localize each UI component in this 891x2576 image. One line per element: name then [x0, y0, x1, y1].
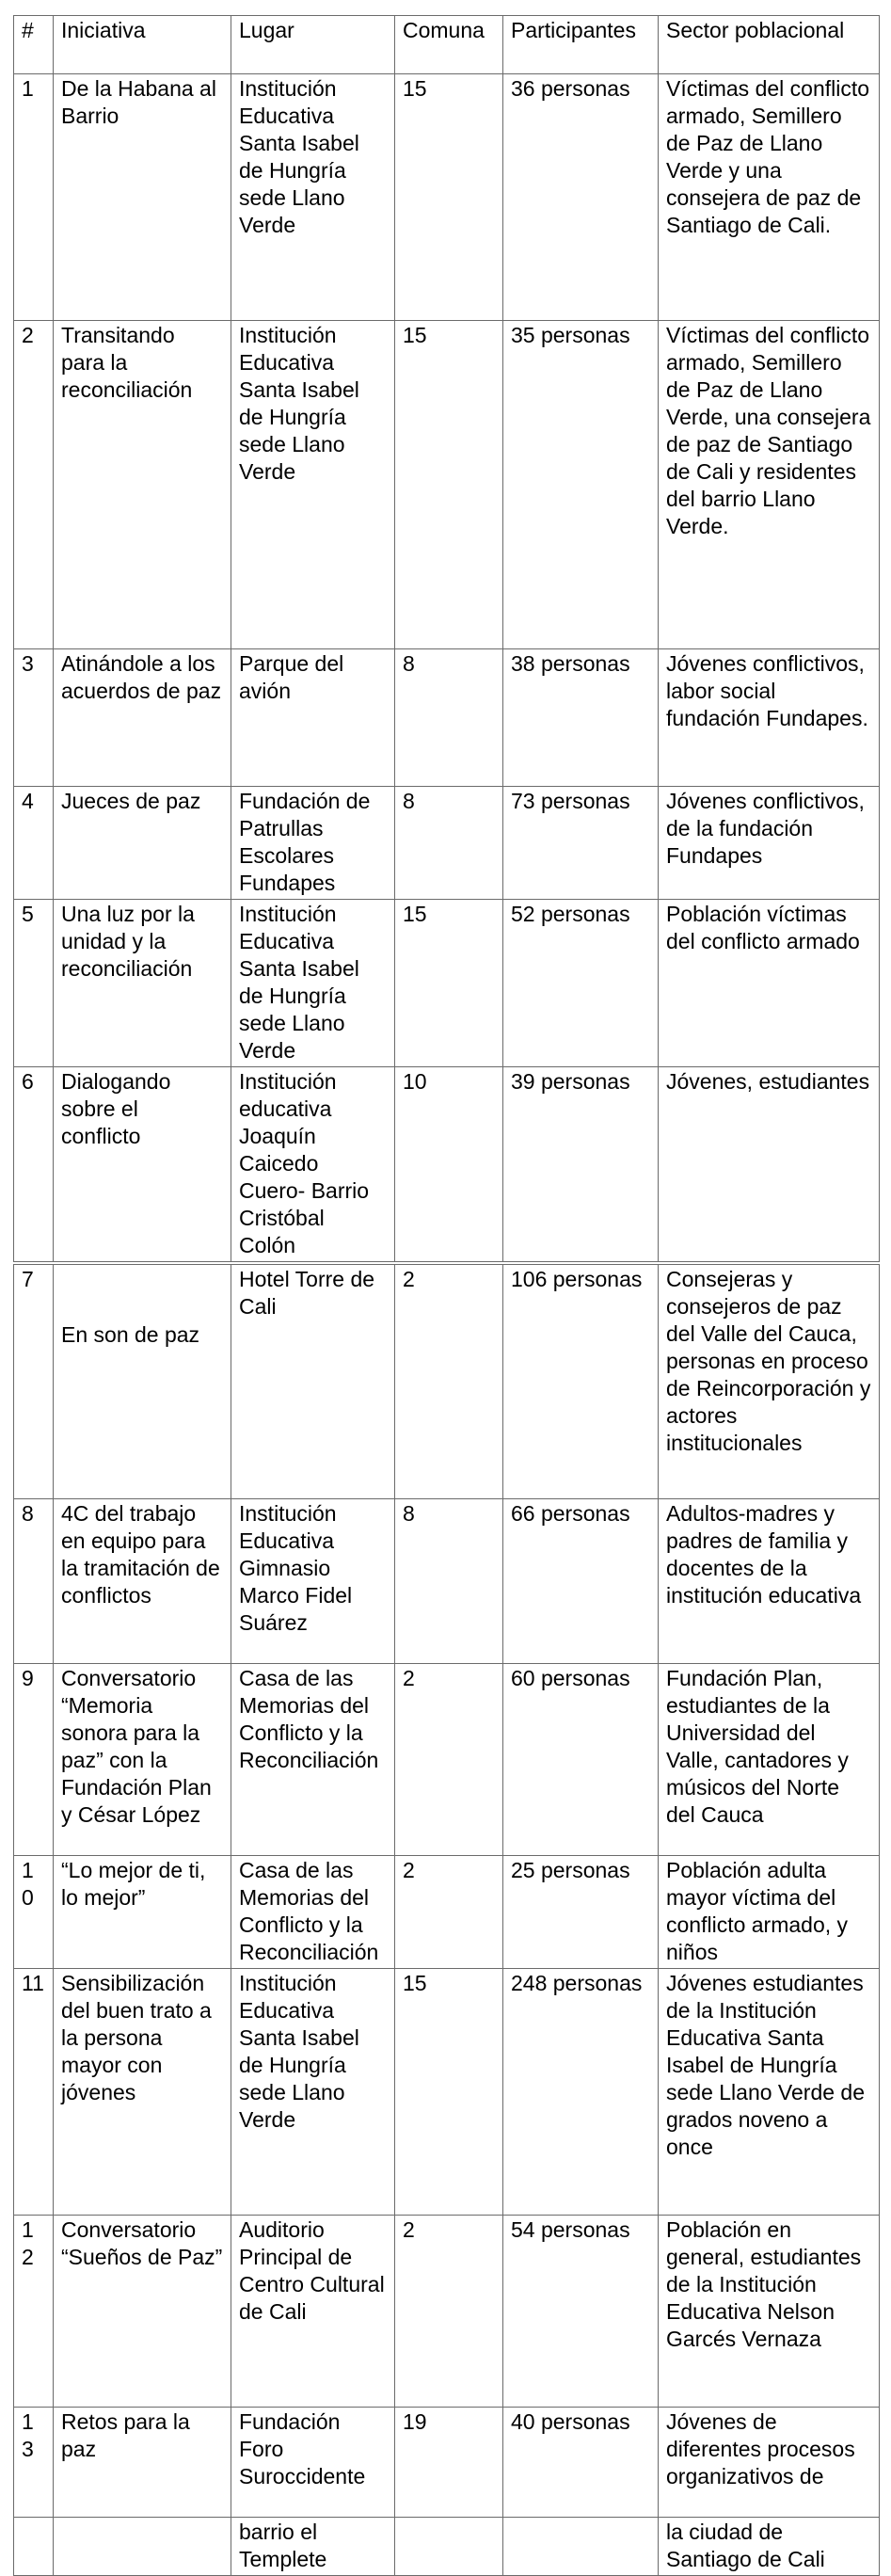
- cell-sector: Víctimas del conflicto armado, Semillero de Paz de Llano Verde, una consejera de paz de Santiago de Cali y residentes del barrio Llano Verde.: [659, 321, 880, 649]
- cell-comuna: 19: [395, 2407, 503, 2517]
- cell-comuna: 15: [395, 1968, 503, 2215]
- table-row: [14, 1263, 880, 1498]
- cell-comuna: 8: [395, 1498, 503, 1663]
- cell-lugar: Institución Educativa Santa Isabel de Hungría sede Llano Verde: [231, 1968, 395, 2215]
- cell-iniciativa: 4C del trabajo en equipo para la tramitación de conflictos: [54, 1498, 231, 1663]
- cell-num: 12: [14, 2215, 54, 2407]
- cell-participantes: 35 personas: [503, 321, 659, 649]
- cell-sector: Consejeras y consejeros de paz del Valle del Cauca, personas en proceso de Reincorporación y actores institucionales: [659, 1263, 880, 1498]
- table-row: [14, 1968, 880, 2215]
- cell-lugar: Institución Educativa Santa Isabel de Hungría sede Llano Verde: [231, 74, 395, 321]
- cell-lugar: barrio el Templete: [231, 2517, 395, 2575]
- cell-num: 8: [14, 1498, 54, 1663]
- cell-comuna: 2: [395, 1855, 503, 1968]
- cell-sector: Población en general, estudiantes de la Institución Educativa Nelson Garcés Vernaza: [659, 2215, 880, 2407]
- cell-participantes: 39 personas: [503, 1067, 659, 1264]
- table-row: [14, 1498, 880, 1663]
- cell-lugar: Casa de las Memorias del Conflicto y la Reconciliación: [231, 1855, 395, 1968]
- cell-participantes: 38 personas: [503, 649, 659, 787]
- cell-iniciativa: En son de paz: [54, 1263, 231, 1498]
- table-row: [14, 787, 880, 900]
- header-num: #: [14, 16, 54, 74]
- cell-lugar: Casa de las Memorias del Conflicto y la Reconciliación: [231, 1663, 395, 1855]
- cell-iniciativa: Jueces de paz: [54, 787, 231, 900]
- cell-lugar: Institución educativa Joaquín Caicedo Cuero- Barrio Cristóbal Colón: [231, 1067, 395, 1264]
- cell-lugar: Fundación de Patrullas Escolares Fundapes: [231, 787, 395, 900]
- cell-num: 11: [14, 1968, 54, 2215]
- cell-sector: Jóvenes de diferentes procesos organizativos de: [659, 2407, 880, 2517]
- cell-comuna: 8: [395, 649, 503, 787]
- cell-participantes: 106 personas: [503, 1263, 659, 1498]
- cell-participantes: 40 personas: [503, 2407, 659, 2517]
- cell-participantes: 73 personas: [503, 787, 659, 900]
- cell-lugar: Fundación Foro Suroccidente: [231, 2407, 395, 2517]
- cell-participantes: 54 personas: [503, 2215, 659, 2407]
- cell-num: 13: [14, 2407, 54, 2517]
- cell-sector: Jóvenes conflictivos, labor social fundación Fundapes.: [659, 649, 880, 787]
- cell-comuna: 2: [395, 1663, 503, 1855]
- cell-iniciativa: Una luz por la unidad y la reconciliación: [54, 900, 231, 1067]
- header-iniciativa: Iniciativa: [54, 16, 231, 74]
- cell-iniciativa: [54, 2517, 231, 2575]
- table-row: [14, 900, 880, 1067]
- cell-lugar: Hotel Torre de Cali: [231, 1263, 395, 1498]
- header-comuna: Comuna: [395, 16, 503, 74]
- cell-num: 4: [14, 787, 54, 900]
- cell-participantes: 66 personas: [503, 1498, 659, 1663]
- cell-sector: Jóvenes estudiantes de la Institución Educativa Santa Isabel de Hungría sede Llano Verde de grados noveno a once: [659, 1968, 880, 2215]
- table-row: [14, 2517, 880, 2575]
- header-lugar: Lugar: [231, 16, 395, 74]
- cell-num: 3: [14, 649, 54, 787]
- cell-num: 10: [14, 1855, 54, 1968]
- cell-participantes: [503, 2517, 659, 2575]
- cell-iniciativa: Sensibilización del buen trato a la persona mayor con jóvenes: [54, 1968, 231, 2215]
- header-participantes: Participantes: [503, 16, 659, 74]
- cell-comuna: 2: [395, 2215, 503, 2407]
- cell-lugar: Institución Educativa Santa Isabel de Hungría sede Llano Verde: [231, 900, 395, 1067]
- cell-comuna: 2: [395, 1263, 503, 1498]
- cell-num: 1: [14, 74, 54, 321]
- cell-participantes: 60 personas: [503, 1663, 659, 1855]
- cell-sector: Población adulta mayor víctima del conflicto armado, y niños: [659, 1855, 880, 1968]
- table-header-row: [14, 16, 880, 74]
- table-row: [14, 649, 880, 787]
- cell-sector: Fundación Plan, estudiantes de la Universidad del Valle, cantadores y músicos del Norte del Cauca: [659, 1663, 880, 1855]
- cell-lugar: Auditorio Principal de Centro Cultural de Cali: [231, 2215, 395, 2407]
- cell-sector: Adultos-madres y padres de familia y docentes de la institución educativa: [659, 1498, 880, 1663]
- cell-comuna: 15: [395, 321, 503, 649]
- cell-num: 7: [14, 1263, 54, 1498]
- table-row: [14, 1663, 880, 1855]
- table-row: [14, 1067, 880, 1264]
- cell-comuna: 10: [395, 1067, 503, 1264]
- initiatives-table: [13, 15, 880, 2576]
- cell-iniciativa: “Lo mejor de ti, lo mejor”: [54, 1855, 231, 1968]
- table-row: [14, 74, 880, 321]
- table-row: [14, 1855, 880, 1968]
- cell-iniciativa: Dialogando sobre el conflicto: [54, 1067, 231, 1264]
- cell-sector: Jóvenes, estudiantes: [659, 1067, 880, 1264]
- cell-sector: Población víctimas del conflicto armado: [659, 900, 880, 1067]
- cell-iniciativa: Retos para la paz: [54, 2407, 231, 2517]
- table-row: [14, 2407, 880, 2517]
- cell-iniciativa: Atinándole a los acuerdos de paz: [54, 649, 231, 787]
- cell-iniciativa: Transitando para la reconciliación: [54, 321, 231, 649]
- cell-lugar: Institución Educativa Santa Isabel de Hungría sede Llano Verde: [231, 321, 395, 649]
- cell-sector: Víctimas del conflicto armado, Semillero de Paz de Llano Verde y una consejera de paz de Santiago de Cali.: [659, 74, 880, 321]
- cell-iniciativa: De la Habana al Barrio: [54, 74, 231, 321]
- cell-num: 6: [14, 1067, 54, 1264]
- cell-comuna: [395, 2517, 503, 2575]
- cell-num: 5: [14, 900, 54, 1067]
- cell-lugar: Parque del avión: [231, 649, 395, 787]
- cell-iniciativa: Conversatorio “Memoria sonora para la paz” con la Fundación Plan y César López: [54, 1663, 231, 1855]
- cell-comuna: 8: [395, 787, 503, 900]
- cell-participantes: 52 personas: [503, 900, 659, 1067]
- table-row: [14, 2215, 880, 2407]
- cell-iniciativa: Conversatorio “Sueños de Paz”: [54, 2215, 231, 2407]
- cell-participantes: 36 personas: [503, 74, 659, 321]
- cell-num: 9: [14, 1663, 54, 1855]
- cell-lugar: Institución Educativa Gimnasio Marco Fidel Suárez: [231, 1498, 395, 1663]
- header-sector: Sector poblacional: [659, 16, 880, 74]
- cell-sector: Jóvenes conflictivos, de la fundación Fundapes: [659, 787, 880, 900]
- cell-participantes: 25 personas: [503, 1855, 659, 1968]
- cell-num: [14, 2517, 54, 2575]
- cell-num: 2: [14, 321, 54, 649]
- cell-comuna: 15: [395, 74, 503, 321]
- cell-sector: la ciudad de Santiago de Cali: [659, 2517, 880, 2575]
- cell-participantes: 248 personas: [503, 1968, 659, 2215]
- table-row: [14, 321, 880, 649]
- cell-comuna: 15: [395, 900, 503, 1067]
